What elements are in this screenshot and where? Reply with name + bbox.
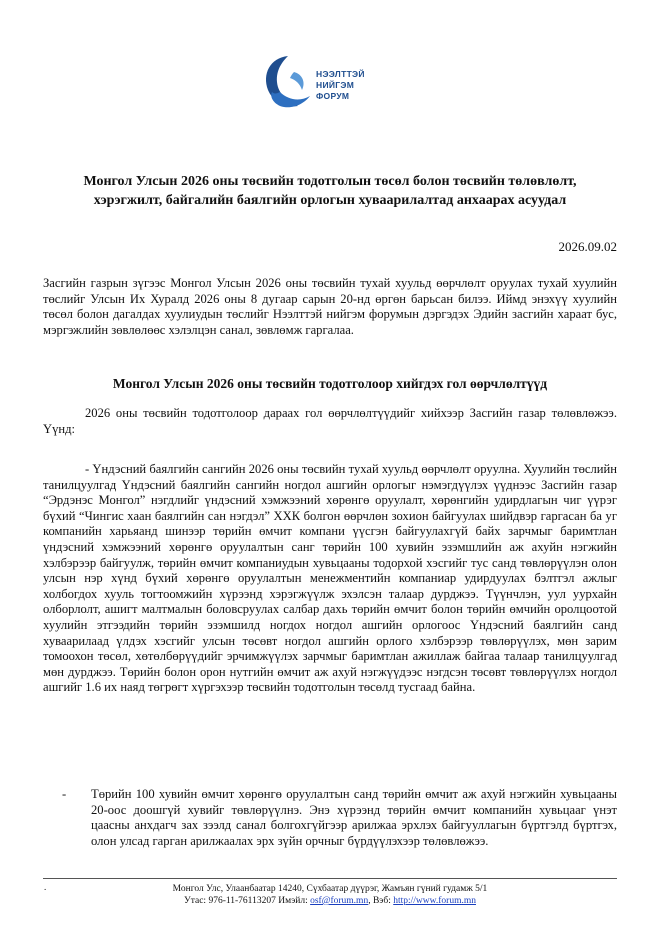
section-title: Монгол Улсын 2026 оны төсвийн тодотголоор хийгдэх гол өөрчлөлтүүд — [112, 376, 548, 391]
footer-email-label: Имэйл: — [278, 896, 308, 906]
footer-web-label: Вэб: — [372, 896, 391, 906]
footer-divider — [43, 878, 617, 879]
page-footer — [43, 883, 617, 907]
section-intro-paragraph — [43, 406, 617, 437]
footer-address: Монгол Улс, Улаанбаатар 14240, Сүхбаатар дүүрэг, Жамъян гүний гудамж 5/1 — [172, 884, 488, 894]
document-title — [40, 172, 620, 210]
footer-phone: Утас: 976-11-76113207 — [184, 896, 276, 906]
section-intro-text: 2026 оны төсвийн тодотголоор дараах гол өөрчлөлтүүдийг хийхээр Засгийн газар төлөвлөжээ. Үүнд: — [43, 406, 617, 436]
footer-web-link[interactable]: http://www.forum.mn — [393, 896, 476, 906]
forum-logo — [258, 52, 418, 114]
logo-line-1: НЭЭЛТТЭЙ — [316, 69, 365, 79]
intro-paragraph: Засгийн газрын зүгээс Монгол Улсын 2026 оны төсвийн тухай хуульд өөрчлөлт оруулах тухай хуулийн төслийг Улсын Их Хуралд 2026 оны 8 дугаар сарын 20-нд өргөн барьсан билээ. Иймд энэхүү хуулийн төсөл болон дагалдах хуулиудын төслийг Нээлттэй нийгэм форумын дэргэдэх Эдийн засгийн хараат бус, мэргэжлийн зөвлөлөөс хэлэлцэн санал, зөвлөмж гаргалаа. — [43, 276, 617, 337]
logo-swirl-icon — [258, 52, 314, 114]
footer-email-link[interactable]: osf@forum.mn — [310, 896, 369, 906]
wealth-fund-text: - Үндэсний баялгийн сангийн 2026 оны төсвийн тухай хуульд өөрчлөлт оруулна. Хуулийн төслийн танилцуулгад Үндэсний баялгийн сангийн ногдол ашгийн орлогыг нэмэгдүүлэх үүднээс Засгийн газар “Эрдэнэс Монгол” нэгдлийг үндэсний хэмжээний хөрөнгө оруулалт, хөрөнгийн удирдлагын чиг үүрэг бүхий “Чингис хаан баялгийн сан нэгдэл” ХХК болгон өөрчлөн зохион байгуулах шийдвэр гаргасан ба уг компанийн харьяанд шинээр төрийн өмчит компани үүсгэн байгуулахгүй байх зарчмыг баримтлан үндэсний хэмжээний хөрөнгө оруулалтын санг төрийн 100 хувийн эзэмшлийн аж ахуйн нэгжийн хэлбэрээр байгуулж, төрийн өмчит компаниудын хувьцааны тодорхой хэсгийг тус санд төвлөрүүлэн олон улсын нэр хүнд бүхий хөрөнгө оруулалтын менежментийн компаниар удирдуулах бэлтгэл ажлыг холбогдох хууль тогтоомжийн хүрээнд хэрэгжүүлж эхэлсэн талаар дурджээ. Түүнчлэн, уул уурхайн олборлолт, ашигт малтмалын боловсруулах салбар дахь төрийн өмчит болон төрийн өмчийн оролцоотой хуулийн этгээдийн төрийн эзэмшилд ногдох ногдол ашгийн орлогоос Үндэсний баялгийн санд хуваарилаад үлдэх хэсгийг улсын төсөвт ногдол ашгийн орлого хэлбэрээр төвлөрүүлэх, мөн зарим томоохон төсөл, хөтөлбөрүүдийг эрчимжүүлэх зарчмыг баримтлан ажиллаж байгаа талаар танилцуулгад мөн дурджээ. Төрийн болон орон нутгийн өмчит аж ахуй нэгжүүдээс нэгдсэн төсөвт төвлөрүүлэх ногдол ашгийг 1.6 их наяд төгрөгт хүргэхээр төсвийн тодотголын төсөлд тусгаад байна. — [43, 462, 617, 695]
bullet-marker: - — [62, 787, 67, 801]
title-line-2: хэрэгжилт, байгалийн баялгийн орлогын хуваарилалтад анхаарах асуудал — [93, 193, 567, 208]
logo-wordmark — [316, 69, 365, 102]
logo-line-2: НИЙГЭМ — [316, 80, 355, 90]
bullet-paragraph: Төрийн 100 хувийн өмчит хөрөнгө оруулалтын санд төрийн өмчит аж ахуй нэгжийн хувьцааны 20-оос доошгүй хувийг төвлөрүүлнэ. Энэ хүрээнд төрийн өмчит компанийн хувьцааг үнэт цаасны анхдагч зах зээлд санал болгохгүйгээр арилжаа эрхлэх байгууллагын бүртгэлд бүртгэх, олон улсад гарган арилжаалах эрх зүйн орчныг бүрдүүлэхээр төлөвлөжээ. — [91, 787, 617, 848]
wealth-fund-paragraph — [43, 462, 617, 696]
logo-line-3: ФОРУМ — [316, 91, 350, 101]
footer-dot: . — [44, 882, 47, 892]
title-line-1: Монгол Улсын 2026 оны төсвийн тодотголын төсөл болон төсвийн төлөвлөлт, — [83, 174, 577, 189]
document-date: 2026.09.02 — [558, 239, 617, 254]
footer-contacts: Утас: 976-11-76113207 Имэйл: osf@forum.mn, Вэб: http://www.forum.mn — [184, 896, 476, 906]
